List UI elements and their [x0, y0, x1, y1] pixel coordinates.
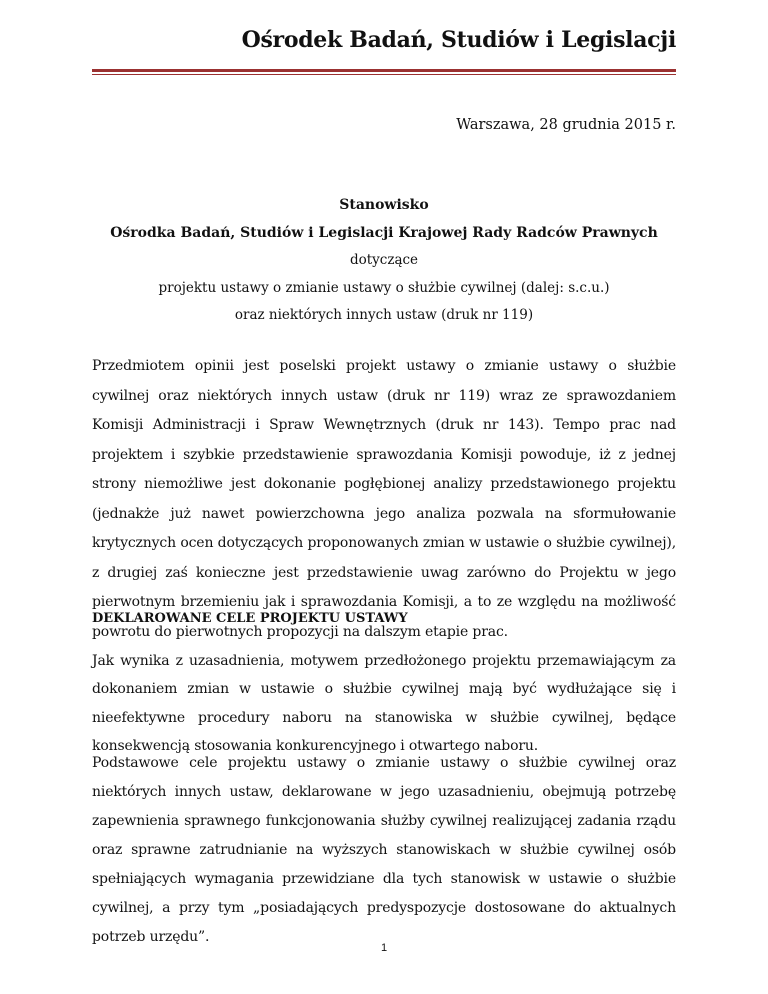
- goals-paragraph-2: Podstawowe cele projektu ustawy o zmianie ustawy o służbie cywilnej oraz niektórych innych ustaw, deklarowane w jego uzasadnieniu, obejmują potrzebę zapewnienia sprawnego funkcjonowania służby cywilnej realizującej zadania rządu oraz sprawne zatrudnianie na wyższych stanowiskach w służbie cywilnej osób spełniających wymagania przewidziane dla tych stanowisk w ustawie o służbie cywilnej, a przy tym „posiadających predyspozycje dostosowane do aktualnych potrzeb urzędu”.: [92, 755, 676, 945]
- section-heading: DEKLAROWANE CELE PROJEKTU USTAWY: [92, 611, 408, 626]
- header-rule-thick: [92, 69, 676, 72]
- title-line-project: projektu ustawy o zmianie ustawy o służbie cywilnej (dalej: s.c.u.): [158, 279, 610, 296]
- header-rule-thin: [92, 74, 676, 75]
- document-date: Warszawa, 28 grudnia 2015 r.: [456, 117, 676, 133]
- title-block: [92, 192, 676, 330]
- intro-paragraph: Przedmiotem opinii jest poselski projekt ustawy o zmianie ustawy o służbie cywilnej oraz niektórych innych ustaw (druk nr 119) wraz ze sprawozdaniem Komisji Administracji i Spraw Wewnętrznych (druk nr 143). Tempo prac nad projektem i szybkie przedstawienie sprawozdania Komisji powoduje, iż z jednej strony niemożliwe jest dokonanie pogłębionej analizy przedstawionego projektu (jednakże już nawet powierzchowna jego analiza pozwala na sformułowanie krytycznych ocen dotyczących proponowanych zmian w ustawie o służbie cywilnej), z drugiej zaś konieczne jest przedstawienie uwag zarówno do Projektu w jego pierwotnym brzemieniu jak i sprawozdania Komisji, a to ze względu na możliwość powrotu do pierwotnych propozycji na dalszym etapie prac.: [92, 358, 676, 640]
- title-line-stanowisko: Stanowisko: [339, 197, 429, 213]
- page-number: 1: [380, 942, 388, 954]
- title-line-print-number: oraz niektórych innych ustaw (druk nr 119): [234, 307, 534, 323]
- document-header-title: Ośrodek Badań, Studiów i Legislacji: [241, 27, 676, 53]
- title-line-dotyczace: dotyczące: [349, 252, 419, 268]
- goals-paragraph-1: Jak wynika z uzasadnienia, motywem przedłożonego projektu przemawiającym za dokonaniem zmian w ustawie o służbie cywilnej mają być wydłużające się i nieefektywne procedury naboru na stanowiska w służbie cywilnej, będące konsekwencją stosowania konkurencyjnego i otwartego naboru.: [92, 653, 676, 754]
- title-line-organization: Ośrodka Badań, Studiów i Legislacji Krajowej Rady Radców Prawnych: [110, 224, 658, 241]
